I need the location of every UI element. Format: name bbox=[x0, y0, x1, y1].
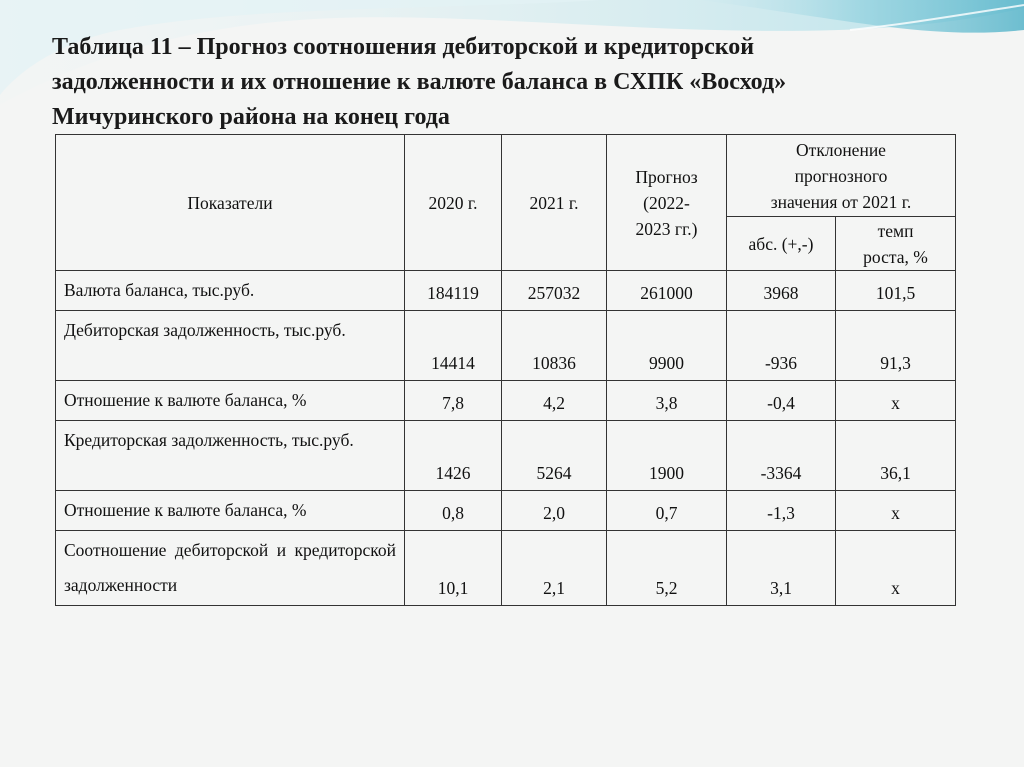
header-forecast-line: (2022- bbox=[643, 192, 690, 213]
header-forecast-line: Прогноз bbox=[635, 166, 698, 187]
cell-2021: 2,1 bbox=[502, 531, 607, 606]
cell-abs: 3968 bbox=[727, 271, 836, 311]
cell-growth: 36,1 bbox=[836, 421, 956, 491]
table-row bbox=[56, 381, 956, 421]
header-2020: 2020 г. bbox=[405, 135, 502, 271]
cell-forecast: 0,7 bbox=[607, 491, 727, 531]
cell-abs: -3364 bbox=[727, 421, 836, 491]
cell-forecast: 5,2 bbox=[607, 531, 727, 606]
cell-2021: 10836 bbox=[502, 311, 607, 381]
table-row bbox=[56, 531, 956, 606]
header-2021: 2021 г. bbox=[502, 135, 607, 271]
header-growth-line: роста, % bbox=[863, 246, 928, 267]
cell-2021: 257032 bbox=[502, 271, 607, 311]
cell-growth: 101,5 bbox=[836, 271, 956, 311]
row-label: Соотношение дебиторской и кредиторской задолженности bbox=[56, 531, 405, 606]
cell-growth: х bbox=[836, 491, 956, 531]
header-growth bbox=[836, 217, 956, 271]
cell-forecast: 9900 bbox=[607, 311, 727, 381]
table-row bbox=[56, 311, 956, 381]
header-forecast bbox=[607, 135, 727, 271]
title-line-3: Мичуринского района на конец года bbox=[52, 104, 450, 130]
cell-2021: 4,2 bbox=[502, 381, 607, 421]
row-label: Валюта баланса, тыс.руб. bbox=[56, 271, 405, 311]
cell-2020: 14414 bbox=[405, 311, 502, 381]
header-forecast-line: 2023 гг.) bbox=[635, 218, 698, 239]
cell-forecast: 1900 bbox=[607, 421, 727, 491]
cell-2020: 10,1 bbox=[405, 531, 502, 606]
cell-forecast: 3,8 bbox=[607, 381, 727, 421]
cell-abs: 3,1 bbox=[727, 531, 836, 606]
header-indicators: Показатели bbox=[56, 135, 405, 271]
cell-2021: 5264 bbox=[502, 421, 607, 491]
cell-forecast: 261000 bbox=[607, 271, 727, 311]
cell-growth: х bbox=[836, 381, 956, 421]
header-deviation-line: прогнозного bbox=[794, 165, 888, 186]
table-row bbox=[56, 421, 956, 491]
debt-forecast-table bbox=[55, 134, 956, 606]
row-label: Дебиторская задолженность, тыс.руб. bbox=[56, 311, 405, 381]
table-title bbox=[52, 30, 952, 135]
title-line-2: задолженности и их отношение к валюте баланса в СХПК «Восход» bbox=[52, 69, 787, 95]
cell-2020: 184119 bbox=[405, 271, 502, 311]
cell-2021: 2,0 bbox=[502, 491, 607, 531]
cell-abs: -0,4 bbox=[727, 381, 836, 421]
cell-2020: 0,8 bbox=[405, 491, 502, 531]
cell-2020: 1426 bbox=[405, 421, 502, 491]
table-row bbox=[56, 271, 956, 311]
cell-abs: -936 bbox=[727, 311, 836, 381]
cell-abs: -1,3 bbox=[727, 491, 836, 531]
header-abs: абс. (+,-) bbox=[727, 217, 836, 271]
row-label: Отношение к валюте баланса, % bbox=[56, 381, 405, 421]
table-row bbox=[56, 491, 956, 531]
title-line-1: Таблица 11 – Прогноз соотношения дебиторской и кредиторской bbox=[52, 34, 755, 60]
header-deviation-line: Отклонение bbox=[796, 139, 886, 160]
header-deviation-line: значения от 2021 г. bbox=[770, 191, 912, 212]
cell-growth: 91,3 bbox=[836, 311, 956, 381]
row-label: Кредиторская задолженность, тыс.руб. bbox=[56, 421, 405, 491]
row-label: Отношение к валюте баланса, % bbox=[56, 491, 405, 531]
header-deviation bbox=[727, 135, 956, 217]
cell-2020: 7,8 bbox=[405, 381, 502, 421]
cell-growth: х bbox=[836, 531, 956, 606]
header-growth-line: темп bbox=[877, 220, 914, 241]
